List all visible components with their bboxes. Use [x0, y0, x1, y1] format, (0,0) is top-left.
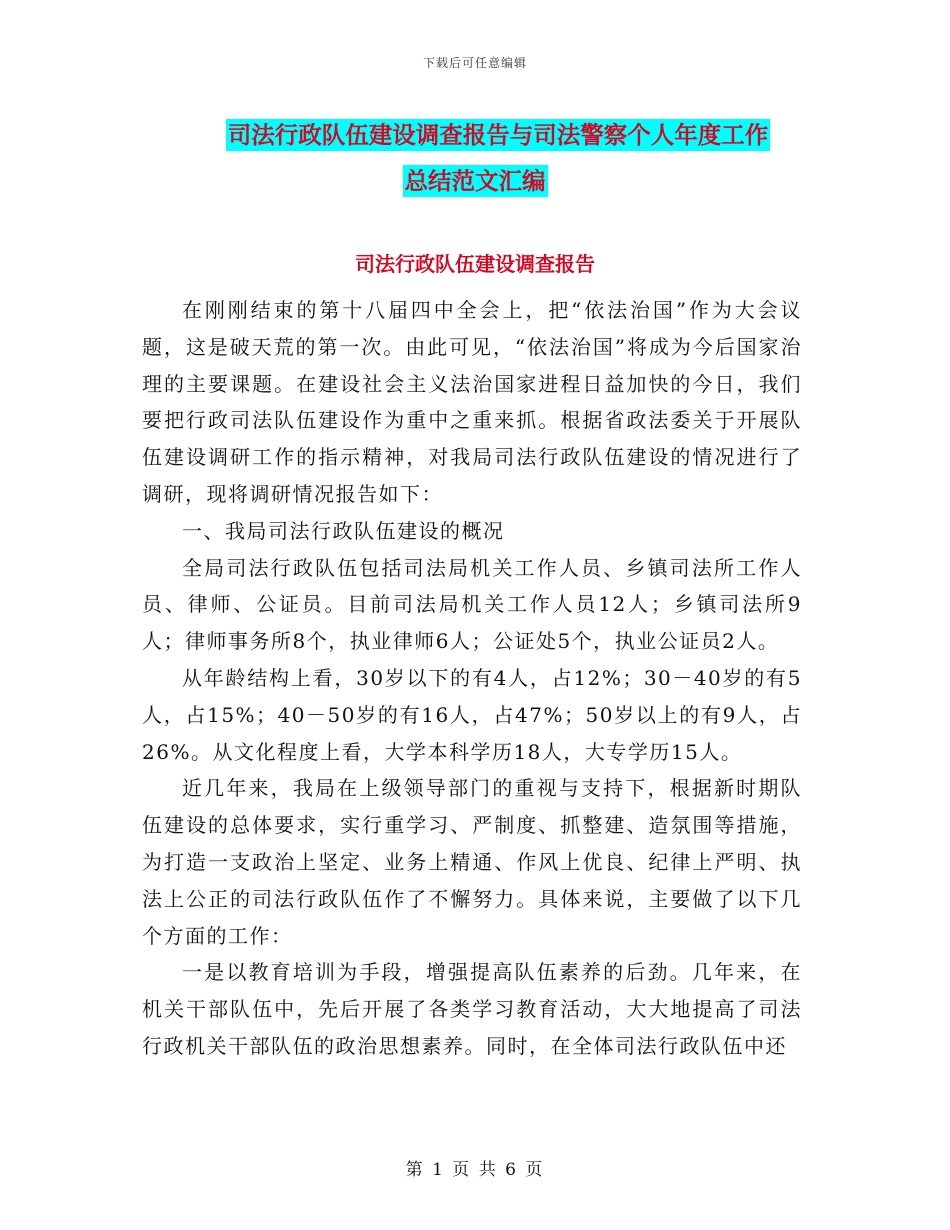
paragraph-heading-overview: 一、我局司法行政队伍建设的概况 — [182, 518, 505, 543]
section-title: 司法行政队伍建设调查报告 — [355, 252, 595, 276]
paragraph-age-structure: 从年龄结构上看，30岁以下的有4人，占12%；30－40岁的有5人，占15%；40－50岁的有16人，占47%；50岁以上的有9人，占26%。从文化程度上看，大学本科学历18人，大专学历15人。 — [142, 665, 802, 764]
paragraph-intro: 在刚刚结束的第十八届四中全会上，把“依法治国”作为大会议题，这是破天荒的第一次。由此可见，“依法治国”将成为今后国家治理的主要课题。在建设社会主义法治国家进程日益加快的今日，我们要把行政司法队伍建设作为重中之重来抓。根据省政法委关于开展队伍建设调研工作的指示精神，对我局司法行政队伍建设的情况进行了调研，现将调研情况报告如下： — [142, 298, 802, 506]
paragraph-recent-work: 近几年来，我局在上级领导部门的重视与支持下，根据新时期队伍建设的总体要求，实行重学习、严制度、抓整建、造氛围等措施，为打造一支政治上坚定、业务上精通、作风上优良、纪律上严明、执法上公正的司法行政队伍作了不懈努力。具体来说，主要做了以下几个方面的工作： — [142, 776, 802, 948]
document-title-line-2: 总结范文汇编 — [404, 167, 546, 195]
paragraph-staff-composition: 全局司法行政队伍包括司法局机关工作人员、乡镇司法所工作人员、律师、公证员。目前司法局机关工作人员12人；乡镇司法所9人；律师事务所8个，执业律师6人；公证处5个，执业公证员2人。 — [142, 555, 802, 654]
document-body — [142, 292, 802, 1065]
document-title-line-1: 司法行政队伍建设调查报告与司法警察个人年度工作 — [227, 121, 769, 149]
document-title — [0, 112, 950, 204]
paragraph-training: 一是以教育培训为手段，增强提高队伍素养的后劲。几年来，在机关干部队伍中，先后开展了各类学习教育活动，大大地提高了司法行政机关干部队伍的政治思想素养。同时，在全体司法行政队伍中还 — [142, 960, 802, 1058]
page-footer-number: 第 1 页 共 6 页 — [405, 1160, 545, 1180]
page-header-note: 下载后可任意编辑 — [422, 56, 527, 70]
